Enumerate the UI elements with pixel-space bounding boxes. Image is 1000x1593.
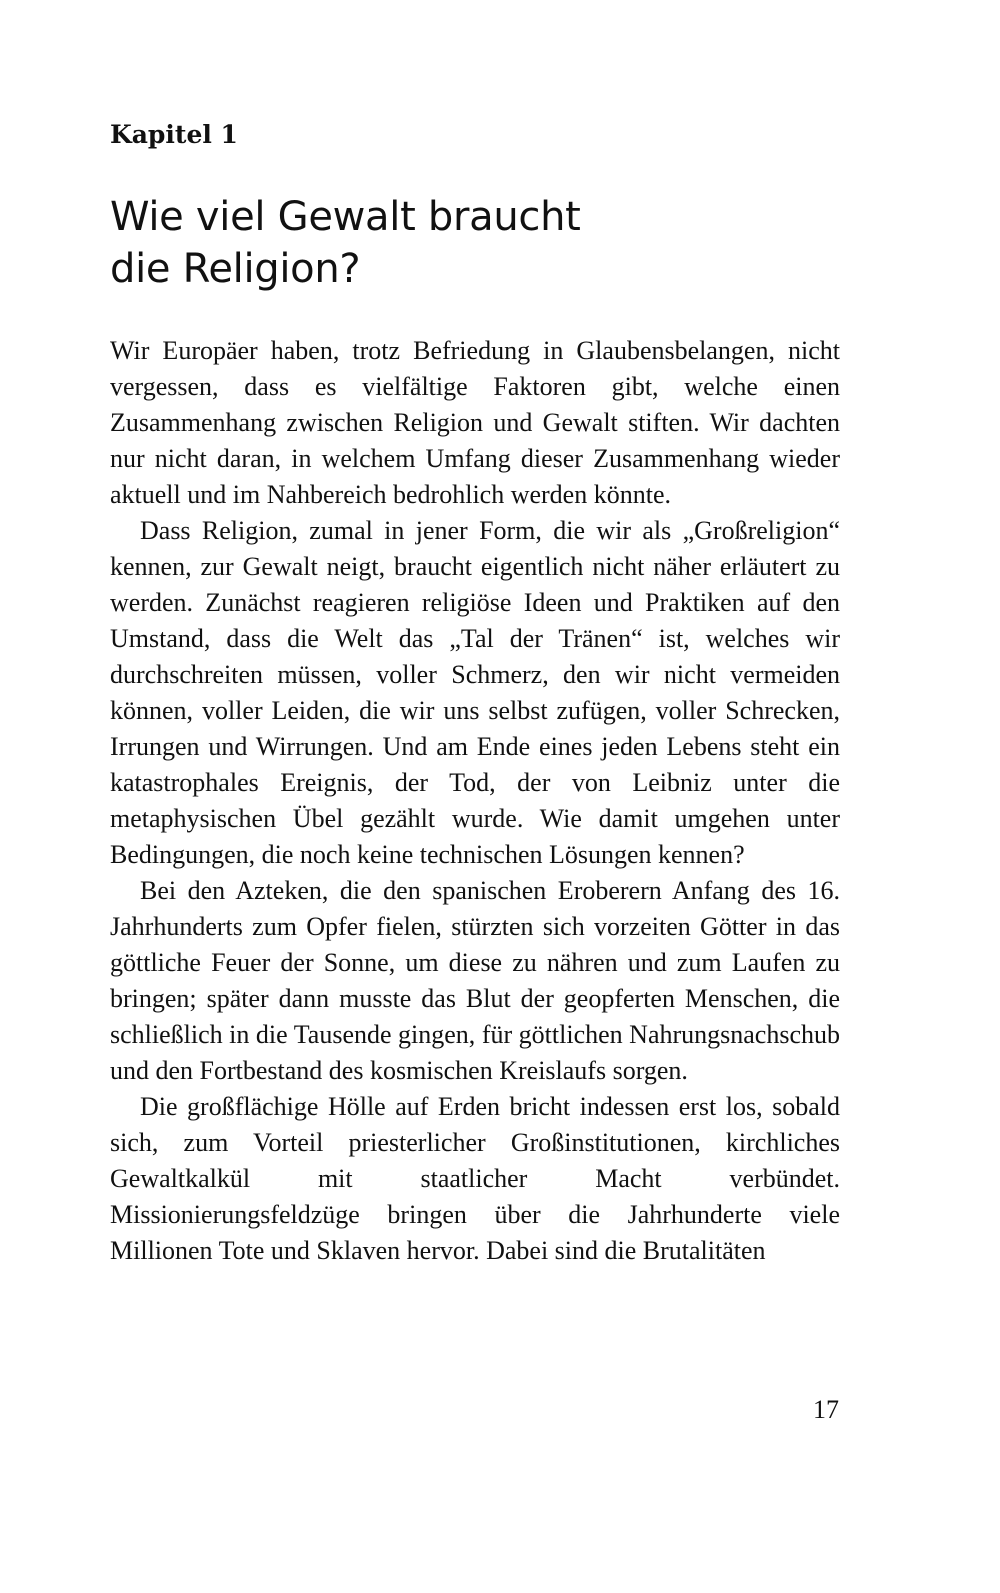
chapter-title-line-1: Wie viel Gewalt braucht <box>110 194 581 240</box>
chapter-label: Kapitel 1 <box>110 120 238 149</box>
chapter-title-line-2: die Religion? <box>110 246 361 292</box>
body-text <box>110 333 840 1269</box>
page-number: 17 <box>813 1395 839 1424</box>
paragraph: Bei den Azteken, die den spanischen Eroberern Anfang des 16. Jahrhunderts zum Opfer fielen, stürzten sich vorzeiten Götter in das göttliche Feuer der Sonne, um diese zu nähren und zum Laufen zu bringen; später dann musste das Blut der geopferten Menschen, die schließlich in die Tausende gingen, für göttlichen Nahrungsnachschub und den Fortbestand des kosmischen Kreislaufs sorgen. <box>110 876 840 1085</box>
paragraph: Die großflächige Hölle auf Erden bricht indessen erst los, sobald sich, zum Vorteil priesterlicher Großinstitutionen, kirchliches Gewaltkalkül mit staatlicher Macht verbündet. Missionierungsfeldzüge bringen über die Jahrhunderte viele Millionen Tote und Sklaven hervor. Dabei sind die Brutalitäten <box>110 1092 840 1265</box>
chapter-title <box>110 191 850 295</box>
paragraph: Dass Religion, zumal in jener Form, die wir als „Großreligion“ kennen, zur Gewalt neigt, braucht eigentlich nicht näher erläutert zu werden. Zunächst reagieren religiöse Ideen und Praktiken auf den Umstand, dass die Welt das „Tal der Tränen“ ist, welches wir durchschreiten müssen, voller Schmerz, den wir nicht vermeiden können, voller Leiden, die wir uns selbst zufügen, voller Schrecken, Irrungen und Wirrungen. Und am Ende eines jeden Lebens steht ein katastrophales Ereignis, der Tod, der von Leibniz unter die metaphysischen Übel gezählt wurde. Wie damit umgehen unter Bedingungen, die noch keine technischen Lösungen kennen? <box>110 516 840 869</box>
paragraph: Wir Europäer haben, trotz Befriedung in Glaubensbelangen, nicht vergessen, dass es vielfältige Faktoren gibt, welche einen Zusammenhang zwischen Religion und Gewalt stiften. Wir dachten nur nicht daran, in welchem Umfang dieser Zusammenhang wieder aktuell und im Nahbereich bedrohlich werden könnte. <box>110 336 840 509</box>
